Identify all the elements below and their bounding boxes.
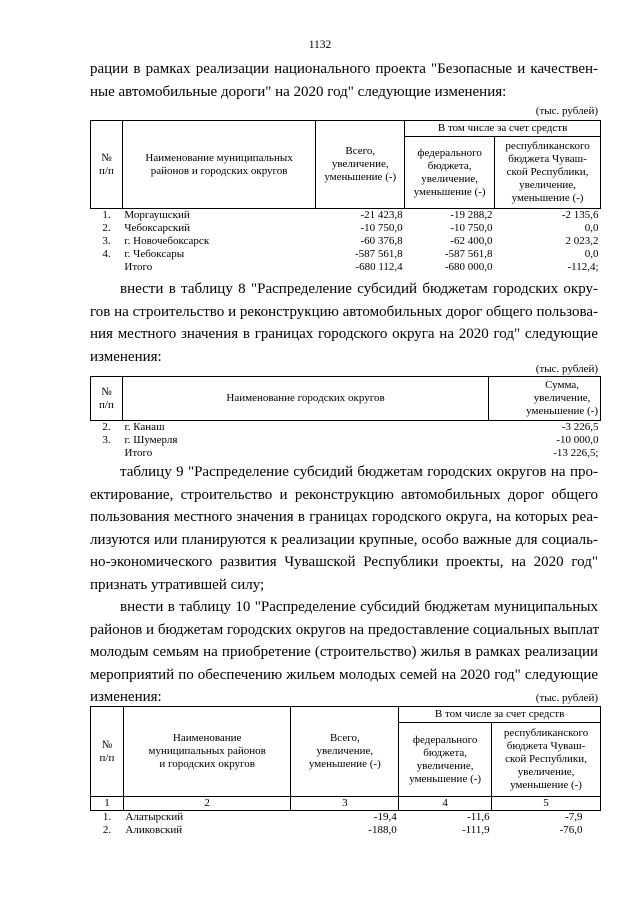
text-line: пользования местного значения в границах городского округа, на которых реа- — [90, 509, 598, 526]
text-line: гов на строительство и реконструкцию автомобильных дорог общего пользова- — [90, 303, 598, 320]
text-line: признать утратившей силу; — [90, 576, 265, 593]
header-total: Всего, увеличение, уменьшение (-) — [291, 707, 399, 797]
text-line: молодым семьям на приобретение (строительство) жилья в рамках реализации — [90, 644, 598, 661]
text-line: районов и бюджетам городских округов на предоставление социальных выплат — [90, 621, 600, 638]
table-row: 3. г. Шумерля -10 000,0 — [102, 434, 599, 446]
header-republican: республиканского бюджета Чуваш- ской Республики, увеличение, уменьшение (-) — [495, 137, 601, 209]
table-row-total: Итого -13 226,5; — [124, 447, 599, 459]
paragraph-3 — [90, 461, 598, 597]
text-line: рации в рамках реализации национального проекта "Безопасные и качествен- — [90, 61, 598, 77]
table-row: 2. Чебоксарский -10 750,0 -10 750,0 0,0 — [102, 222, 599, 234]
header-sum: Сумма, увеличение, уменьшение (-) — [489, 377, 601, 421]
header-including: В том числе за счет средств — [399, 707, 601, 723]
header-federal: федерального бюджета, увеличение, уменьшение (-) — [405, 137, 495, 209]
paragraph-2 — [90, 278, 598, 368]
header-total: Всего, увеличение, уменьшение (-) — [316, 121, 405, 209]
text-line: но-экономического развития Чувашской Республики проекты, на 2020 год" — [90, 554, 598, 571]
text-line: таблицу 9 "Распределение субсидий бюджетам городских округов на про- — [120, 464, 598, 480]
header-federal: федерального бюджета, увеличение, уменьшение (-) — [399, 723, 492, 797]
text-line: внести в таблицу 8 "Распределение субсидий бюджетам городских окру- — [120, 281, 598, 297]
header-name: Наименование муниципальных районов и городских округов — [123, 707, 291, 797]
units-label: (тыс. рублей) — [535, 692, 598, 704]
text-line: изменения: — [90, 689, 162, 706]
table-row-total: Итого -680 112,4 -680 000,0 -112,4; — [124, 261, 599, 273]
table-row: 3. г. Новочебоксарск -60 376,8 -62 400,0 2 023,2 — [102, 235, 599, 247]
subsidy-table-3 — [90, 706, 601, 837]
paragraph-4 — [90, 596, 598, 709]
text-line: ные автомобильные дороги" на 2020 год" следующие изменения: — [90, 83, 507, 100]
header-name: Наименование муниципальных районов и городских округов — [122, 121, 315, 209]
page-number: 1132 — [308, 39, 332, 51]
text-line: лизуются или планируются к реализации крупные, особо важные для социаль- — [90, 531, 598, 548]
header-republican: республиканского бюджета Чуваш- ской Республики, увеличение, уменьшение (-) — [492, 723, 601, 797]
header-number: № п/п — [91, 707, 124, 797]
header-including: В том числе за счет средств — [405, 121, 601, 137]
text-line: мероприятий по обеспечению жильем молодых семей на 2020 год" следующие — [90, 666, 598, 683]
table-row: 2. Аликовский -188,0 -111,9 -76,0 — [102, 824, 583, 836]
text-line: внести в таблицу 10 "Распределение субсидий бюджетам муниципальных — [120, 599, 598, 615]
paragraph-1 — [90, 58, 598, 103]
text-line: изменения: — [90, 348, 162, 365]
header-number: № п/п — [91, 377, 123, 421]
text-line: ния местного значения в границах городского округа на 2020 год" следующие — [90, 326, 598, 343]
column-numbers-row: 1 2 3 4 5 — [91, 797, 601, 811]
table-row: 2. г. Канаш -3 226,5 — [102, 421, 599, 433]
header-number: № п/п — [91, 121, 123, 209]
text-line: ектирование, строительство и реконструкцию автомобильных дорог общего — [90, 486, 598, 503]
subsidy-table-2 — [90, 376, 601, 460]
table-row: 1. Моргаушский -21 423,8 -19 288,2 -2 135,6 — [102, 209, 599, 221]
units-label: (тыс. рублей) — [535, 105, 598, 117]
units-label: (тыс. рублей) — [535, 363, 598, 375]
table-row: 4. г. Чебоксары -587 561,8 -587 561,8 0,0 — [102, 248, 599, 260]
table-row: 1. Алатырский -19,4 -11,6 -7,9 — [102, 811, 583, 823]
header-name: Наименование городских округов — [122, 377, 488, 421]
subsidy-table-1 — [90, 120, 601, 274]
